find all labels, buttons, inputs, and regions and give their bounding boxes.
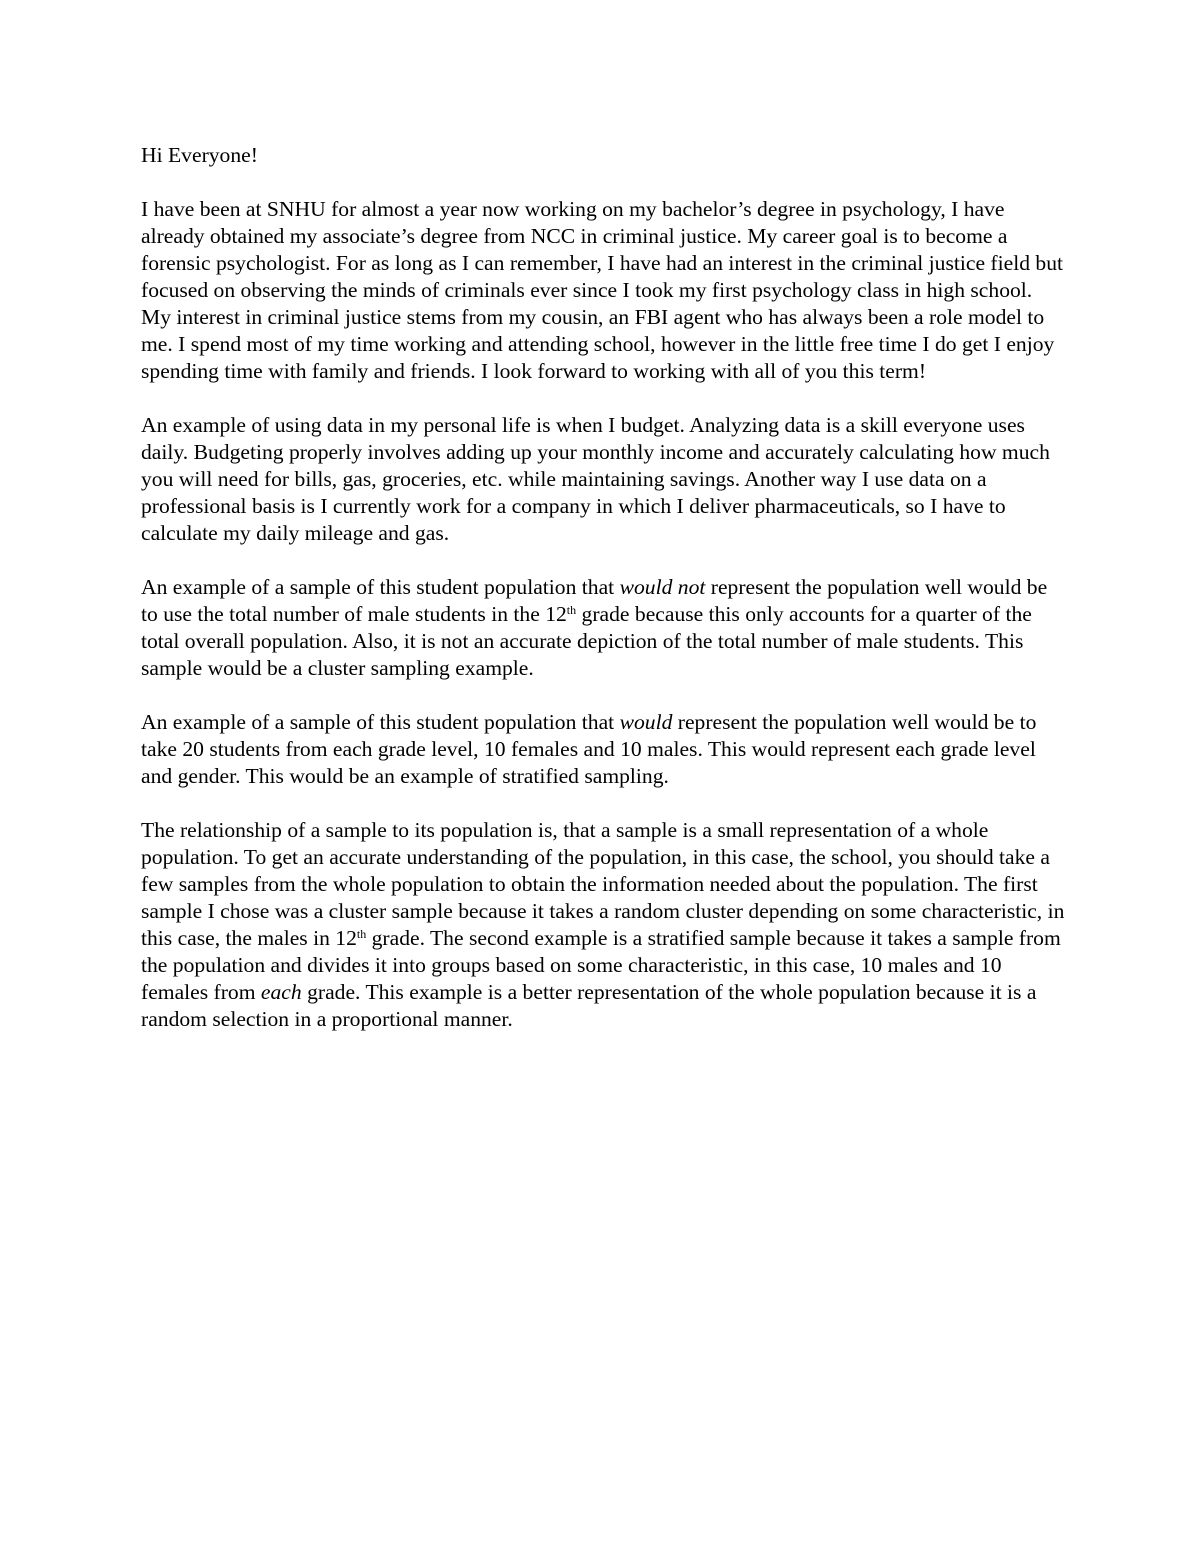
paragraph-sample-bad — [141, 574, 1066, 682]
text-run: represent the population well would be to use the total number of male students in the 12 — [141, 575, 1048, 626]
superscript-text: th — [356, 926, 367, 941]
emphasis-text: would — [619, 710, 673, 734]
document-page — [141, 142, 1066, 1060]
paragraph-sample-good — [141, 709, 1066, 790]
text-run: grade because this only accounts for a quarter of the total overall population. Also, it is not an accurate depiction of the total number of male students. This sample would be a cluster sampling example. — [141, 602, 1032, 680]
text-run: An example of a sample of this student population that — [141, 575, 620, 599]
greeting: Hi Everyone! — [141, 143, 258, 167]
text-run: An example of a sample of this student population that — [141, 710, 620, 734]
text-run: represent the population well would be to take 20 students from each grade level, 10 females and 10 males. This would represent each grade level and gender. This would be an example of stratified sampling. — [141, 710, 1037, 788]
text-run: grade. This example is a better representation of the whole population because it is a random selection in a proportional manner. — [141, 980, 1037, 1031]
superscript-text: th — [566, 602, 577, 617]
emphasis-text: each — [260, 980, 302, 1004]
paragraph-intro: I have been at SNHU for almost a year now working on my bachelor’s degree in psychology, I have already obtained my associate’s degree from NCC in criminal justice. My career goal is to become a forensic psychologist. For as long as I can remember, I have had an interest in the criminal justice field but focused on observing the minds of criminals ever since I took my first psychology class in high school. My interest in criminal justice stems from my cousin, an FBI agent who has always been a role model to me. I spend most of my time working and attending school, however in the little free time I do get I enjoy spending time with family and friends. I look forward to working with all of you this term! — [141, 197, 1063, 383]
text-run: The relationship of a sample to its population is, that a sample is a small representation of a whole population. To get an accurate understanding of the population, in this case, the school, you should take a few samples from the whole population to obtain the information needed about the population. The first sample I chose was a cluster sample because it takes a random cluster depending on some characteristic, in this case, the males in 12 — [141, 818, 1065, 950]
text-run: grade. The second example is a stratified sample because it takes a sample from the population and divides it into groups based on some characteristic, in this case, 10 males and 10 females from — [141, 926, 1061, 1004]
paragraph-relationship — [141, 817, 1066, 1033]
emphasis-text: would not — [619, 575, 706, 599]
paragraph-data-use: An example of using data in my personal life is when I budget. Analyzing data is a skill everyone uses daily. Budgeting properly involves adding up your monthly income and accurately calculating how much you will need for bills, gas, groceries, etc. while maintaining savings. Another way I use data on a professional basis is I currently work for a company in which I deliver pharmaceuticals, so I have to calculate my daily mileage and gas. — [141, 413, 1050, 545]
